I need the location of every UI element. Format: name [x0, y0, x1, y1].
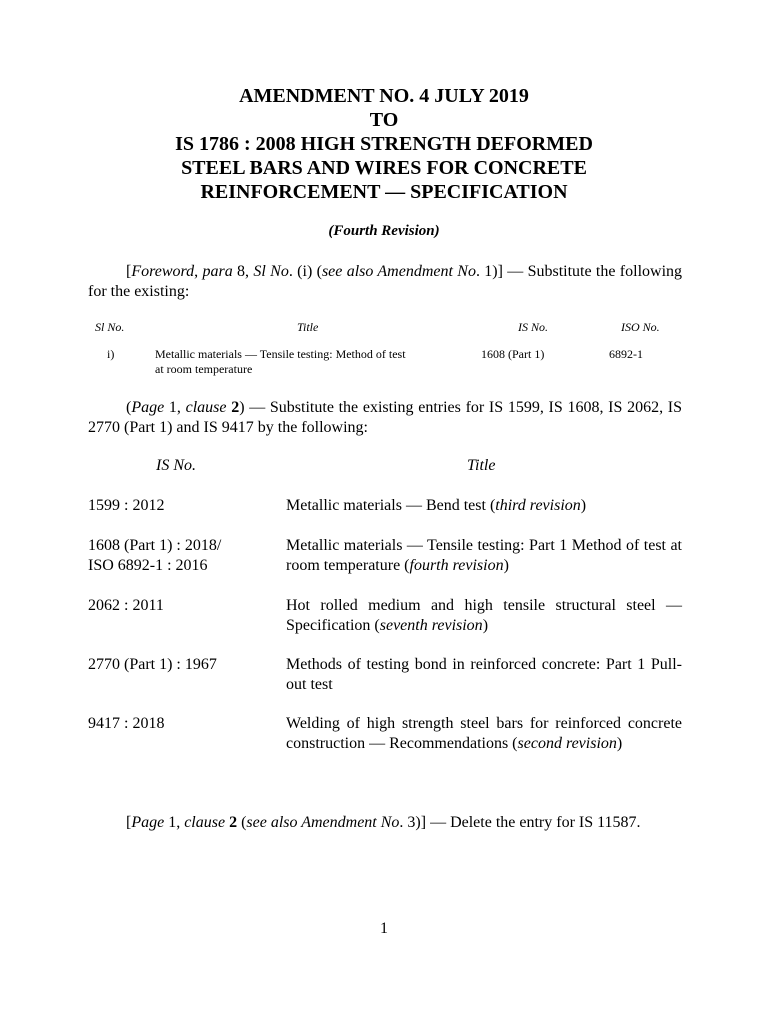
standard-title-line-3: REINFORCEMENT — SPECIFICATION: [200, 181, 568, 203]
list-row-4-title: Methods of testing bond in reinforced concrete: Part 1 Pull-out test: [286, 656, 682, 693]
row-title-line-2: at room temperature: [155, 362, 253, 376]
standard-title-line-1: IS 1786 : 2008 HIGH STRENGTH DEFORMED: [175, 133, 593, 155]
list-row-2-title: Metallic materials — Tensile testing: Part 1 Method of test at room temperature (fourth revision): [286, 537, 682, 574]
list-row-4-is-no: 2770 (Part 1) : 1967: [88, 656, 217, 673]
standard-title-line-2: STEEL BARS AND WIRES FOR CONCRETE: [181, 157, 587, 179]
list-row-2-iso-no: ISO 6892-1 : 2016: [88, 557, 208, 574]
list-header-is-no: IS No.: [156, 457, 196, 474]
list-row-5-is-no: 9417 : 2018: [88, 715, 165, 732]
list-row-5-title: Welding of high strength steel bars for reinforced concrete construction — Recommendations (second revision): [286, 715, 682, 752]
list-row-1-title: Metallic materials — Bend test (third revision): [286, 497, 587, 514]
amendment-title: AMENDMENT NO. 4 JULY 2019: [239, 85, 529, 107]
list-row-1-is-no: 1599 : 2012: [88, 497, 165, 514]
list-row-3-title: Hot rolled medium and high tensile structural steel — Specification (seventh revision): [286, 597, 682, 634]
row-sl-no: i): [107, 347, 115, 361]
title-to: TO: [369, 109, 399, 131]
clause-2-paragraph: (Page 1, clause 2) — Substitute the existing entries for IS 1599, IS 1608, IS 2062, IS 2770 (Part 1) and IS 9417 by the following:: [88, 399, 683, 436]
col-header-sl-no: Sl No.: [95, 320, 125, 334]
delete-entry-paragraph: [Page 1, clause 2 (see also Amendment No. 3)] — Delete the entry for IS 11587.: [126, 814, 641, 831]
row-title-line-1: Metallic materials — Tensile testing: Method of test: [155, 347, 406, 361]
col-header-iso-no: ISO No.: [621, 320, 660, 334]
col-header-is-no: IS No.: [518, 320, 548, 334]
revision-note: (Fourth Revision): [328, 223, 440, 239]
list-header-title: Title: [467, 457, 496, 474]
list-row-2-is-no: 1608 (Part 1) : 2018/: [88, 537, 222, 554]
list-row-3-is-no: 2062 : 2011: [88, 597, 164, 614]
page-number: 1: [380, 920, 388, 937]
col-header-title: Title: [297, 320, 319, 334]
row-is-no: 1608 (Part 1): [481, 347, 545, 361]
row-iso-no: 6892-1: [609, 347, 643, 361]
foreword-paragraph: [Foreword, para 8, Sl No. (i) (see also Amendment No. 1)] — Substitute the following for the existing:: [88, 263, 683, 300]
